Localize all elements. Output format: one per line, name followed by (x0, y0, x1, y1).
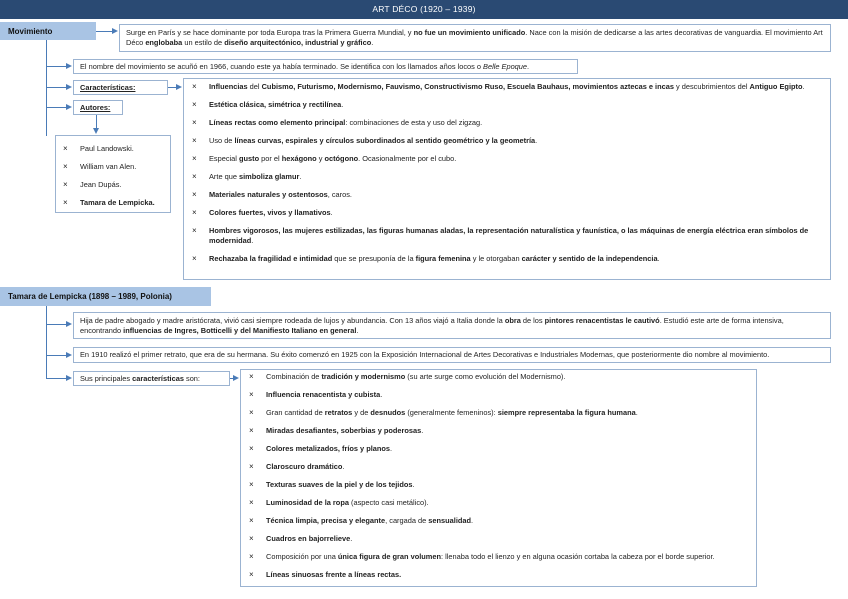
autor-item (59, 194, 167, 212)
autores-label (73, 100, 123, 115)
bold-text: octógono (324, 154, 359, 163)
list-item (245, 372, 752, 382)
list-item (245, 480, 752, 490)
text-segment: (su arte surge como evolución del Modernismo). (405, 372, 566, 381)
movimiento-label: Movimiento (0, 22, 96, 40)
text-segment: y descubrimientos del (673, 82, 750, 91)
text-segment: Combinación de (266, 372, 322, 381)
list-item (245, 498, 752, 508)
text-segment: Especial (209, 154, 239, 163)
list-item (245, 444, 752, 454)
list-item (188, 208, 826, 218)
arrow-right-icon (66, 63, 72, 69)
list-item (188, 226, 826, 246)
connector (46, 378, 66, 379)
text-segment: Composición por una (266, 552, 338, 561)
bold-text: retratos (324, 408, 353, 417)
connector (46, 40, 47, 136)
italic-text: Belle Epoque (483, 62, 528, 71)
text-segment: del (247, 82, 262, 91)
text-segment: . (342, 462, 345, 471)
text-segment: . (635, 408, 638, 417)
bold-text: no fue un movimiento unificado (413, 28, 526, 37)
bold-text: Técnica limpia, precisa y elegante (266, 516, 386, 525)
connector (46, 87, 66, 88)
bold-text: hexágono (281, 154, 317, 163)
text-segment: . (251, 236, 254, 245)
text-segment: . (356, 326, 359, 335)
arrow-right-icon (233, 375, 239, 381)
text-segment: . (471, 516, 474, 525)
bold-text: Colores fuertes, vivos y llamativos (209, 208, 331, 217)
caracteristicas-label-text: Características: (80, 83, 136, 92)
text-segment: y (316, 154, 325, 163)
text-segment: . (412, 480, 415, 489)
arrow-right-icon (66, 84, 72, 90)
arrow-right-icon (66, 352, 72, 358)
text-segment: . Nace con la misión de dedicarse a las artes decorativas de vanguardia. El movimiento Art Déco (126, 28, 823, 47)
text-segment: Uso de (209, 136, 235, 145)
autor-item (59, 158, 167, 176)
bold-text: Hombres vigorosos, las mujeres estilizadas, las figuras humanas aladas, la representación naturalística y faunística, o las máquinas de energía eléctrica eran símbolos de modernidad (209, 226, 809, 245)
bold-text: Líneas sinuosas frente a líneas rectas. (266, 570, 402, 579)
text-segment: : llenaba todo el lienzo y en alguna ocasión cortaba la cabeza por el borde superior. (440, 552, 715, 561)
bold-text: Estética clásica, simétrica y rectilínea (209, 100, 342, 109)
bold-text: Materiales naturales y ostentosos (209, 190, 328, 199)
connector (168, 87, 176, 88)
bold-text: Rechazaba la fragilidad e intimidad (209, 254, 333, 263)
text-segment: . (657, 254, 660, 263)
list-item (245, 426, 752, 436)
text-segment: : combinaciones de esta y uso del zigzag. (345, 118, 483, 127)
text-segment: por el (259, 154, 282, 163)
connector (46, 107, 66, 108)
text-segment: (aspecto casi metálico). (348, 498, 429, 507)
arrow-right-icon (66, 375, 72, 381)
text-segment: Sus principales (80, 374, 133, 383)
text-segment: Gran cantidad de (266, 408, 325, 417)
arrow-down-icon (93, 128, 99, 134)
text-segment: Surge en París y se hace dominante por toda Europa tras la Primera Guerra Mundial, y (126, 28, 414, 37)
bold-text: Líneas rectas como elemento principal (209, 118, 346, 127)
tamara-bio (73, 312, 831, 339)
bold-text: única figura de gran volumen (337, 552, 441, 561)
tamara-caracteristicas-list (245, 372, 752, 580)
autores-list-box (55, 135, 171, 213)
bold-text: diseño arquitectónico, industrial y gráfico (224, 38, 372, 47)
autor-item (59, 176, 167, 194)
text-segment: que se presuponía de la (332, 254, 416, 263)
bold-text: gusto (239, 154, 260, 163)
text-segment: El nombre del movimiento se acuñó en 1966, cuando este ya había terminado. Se identifica con los llamados años locos o (80, 62, 484, 71)
bold-text: características (132, 374, 184, 383)
autor-name: Jean Dupás. (80, 180, 122, 189)
text-segment: . (380, 390, 383, 399)
text-segment: y le otorgaban (470, 254, 522, 263)
page-title: ART DÉCO (1920 – 1939) (0, 0, 848, 19)
tamara-retrato (73, 347, 831, 363)
list-item (188, 118, 826, 128)
list-item (188, 172, 826, 182)
bold-text: Colores metalizados, fríos y planos (266, 444, 391, 453)
list-item (188, 254, 826, 264)
bold-text: obra (504, 316, 521, 325)
bold-text: Cuadros en bajorrelieve (266, 534, 351, 543)
autores-list (59, 140, 167, 212)
list-item (245, 408, 752, 418)
autor-item (59, 140, 167, 158)
connector (46, 324, 66, 325)
list-item (245, 516, 752, 526)
text-segment: . (341, 100, 344, 109)
text-segment: . (330, 208, 333, 217)
list-item (245, 570, 752, 580)
connector (46, 306, 47, 378)
list-item (245, 390, 752, 400)
movimiento-intro (119, 24, 831, 52)
bold-text: Influencias (209, 82, 248, 91)
autor-name: Paul Landowski. (80, 144, 134, 153)
bold-text: figura femenina (415, 254, 471, 263)
arrow-right-icon (112, 28, 118, 34)
autor-name: William van Alen. (80, 162, 137, 171)
text-segment: . (390, 444, 393, 453)
bold-text: siempre representaba la figura humana (497, 408, 636, 417)
movimiento-caracteristicas-box (183, 78, 831, 280)
bold-text: líneas curvas, espirales y círculos subordinados al sentido geométrico y la geometría (234, 136, 536, 145)
text-segment: (generalmente femeninos): (405, 408, 498, 417)
connector (96, 31, 112, 32)
connector (46, 66, 66, 67)
connector (46, 355, 66, 356)
bold-text: Luminosidad de la ropa (266, 498, 349, 507)
connector (96, 115, 97, 128)
bold-text: tradición y modernismo (321, 372, 406, 381)
bold-text: influencias de Ingres, Botticelli y del Manifiesto Italiano en general (123, 326, 357, 335)
text-segment: Arte que (209, 172, 239, 181)
list-item (245, 462, 752, 472)
movimiento-caracteristicas-list (188, 82, 826, 264)
text-segment: de los (520, 316, 545, 325)
text-segment: En 1910 realizó el primer retrato, que era de su hermana. Su éxito comenzó en 1925 con la Exposición Internacional de Artes Decorativas e Industriales Modernas, que posteriormente dio nombre al movimiento. (80, 350, 770, 359)
tamara-principales (73, 371, 230, 386)
list-item (188, 82, 826, 92)
list-item (188, 100, 826, 110)
text-segment: y de (352, 408, 371, 417)
text-segment: un estilo de (182, 38, 225, 47)
bold-text: englobaba (145, 38, 183, 47)
caracteristicas-label (73, 80, 168, 95)
list-item (188, 190, 826, 200)
arrow-right-icon (66, 104, 72, 110)
bold-text: Cubismo, Futurismo, Modernismo, Fauvismo, Constructivismo Ruso, Escuela Bauhaus, movimientos aztecas e incas (261, 82, 674, 91)
bold-text: carácter y sentido de la independencia (521, 254, 658, 263)
text-segment: . (371, 38, 374, 47)
text-segment: . Estudió este arte de forma intensiva, encontrando (80, 316, 784, 335)
bold-text: Claroscuro dramático (266, 462, 343, 471)
text-segment: . (535, 136, 538, 145)
bold-text: desnudos (370, 408, 406, 417)
bold-text: sensualidad (428, 516, 472, 525)
text-segment: . (802, 82, 805, 91)
bold-text: Antiguo Egipto (749, 82, 803, 91)
text-segment: . (421, 426, 424, 435)
autor-name: Tamara de Lempicka. (80, 198, 155, 207)
arrow-right-icon (176, 84, 182, 90)
list-item (188, 154, 826, 164)
text-segment: son: (183, 374, 200, 383)
list-item (245, 552, 752, 562)
bold-text: pintores renacentistas le cautivó (544, 316, 660, 325)
arrow-right-icon (66, 321, 72, 327)
list-item (245, 534, 752, 544)
list-item (188, 136, 826, 146)
text-segment: . (350, 534, 353, 543)
bold-text: Miradas desafiantes, soberbias y poderosas (266, 426, 422, 435)
text-segment: Hija de padre abogado y madre aristócrata, vivió casi siempre rodeada de lujos y abundancia. Con 13 años viajó a Italia donde la (80, 316, 505, 325)
text-segment: . (527, 62, 530, 71)
text-segment: , cargada de (385, 516, 429, 525)
tamara-label: Tamara de Lempicka (1898 – 1989, Polonia) (0, 287, 211, 306)
movimiento-nombre (73, 59, 578, 74)
autores-label-text: Autores: (80, 103, 111, 112)
bold-text: simboliza glamur (239, 172, 300, 181)
text-segment: . (299, 172, 302, 181)
bold-text: Texturas suaves de la piel y de los tejidos (266, 480, 413, 489)
tamara-caracteristicas-box (240, 369, 757, 587)
text-segment: , caros. (327, 190, 352, 199)
text-segment: . Ocasionalmente por el cubo. (358, 154, 457, 163)
bold-text: Influencia renacentista y cubista (266, 390, 381, 399)
